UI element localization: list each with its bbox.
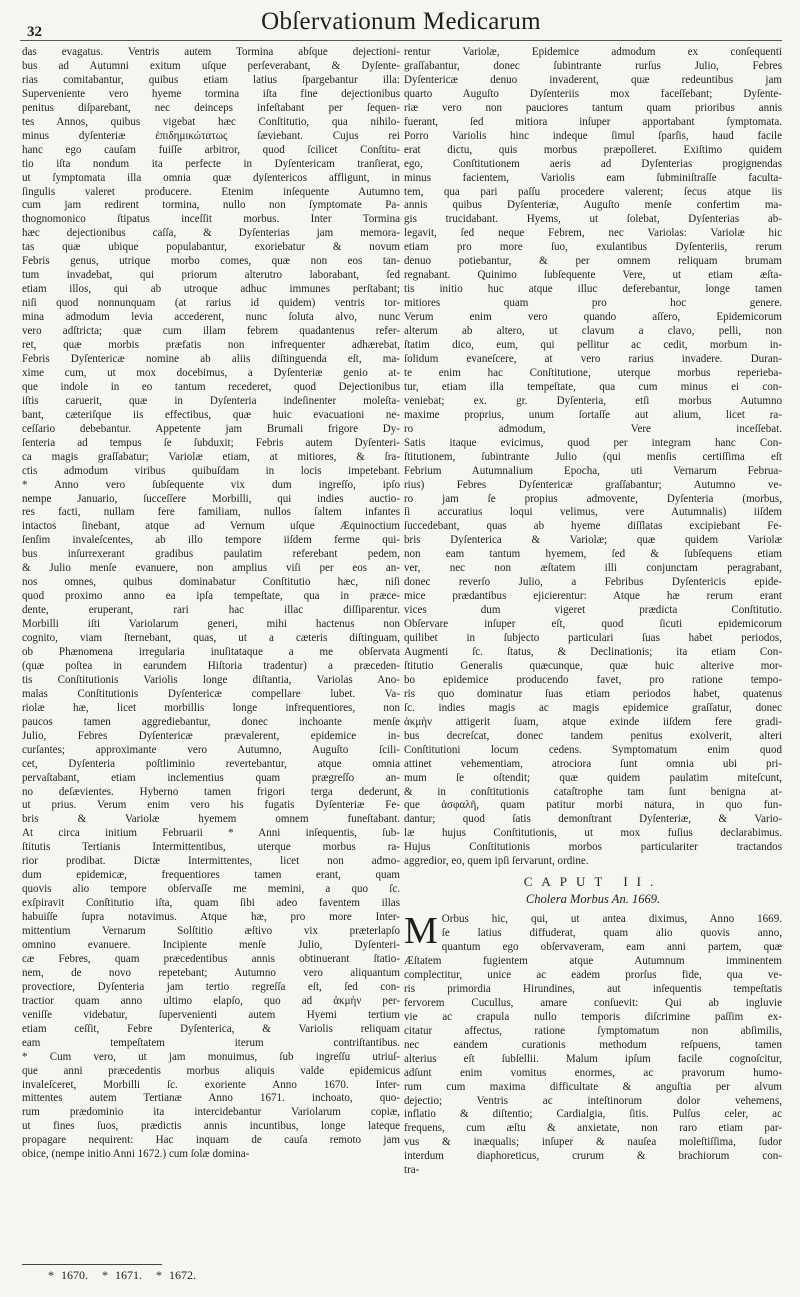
text-line: ſc. indies magis ac magis epidemice graſſatur, donec bbox=[404, 701, 782, 714]
text-line: vie ac crapula nullo temporis diſcrimine paſſim ex- bbox=[404, 1010, 782, 1023]
text-line: minus dyſenteriæ ἐπιδημικώτατως ſæviebant. Cujus rei bbox=[22, 129, 400, 142]
text-line: ſtatim dico, eum, qui pellitur ac cedit, morbum in- bbox=[404, 339, 782, 352]
text-line: obice, (nempe initio Anni 1672.) cum ſolæ domina- bbox=[22, 1148, 250, 1161]
text-line: & Julio menſe evanuere, non amplius viſi per eos an- bbox=[22, 562, 400, 575]
text-line: mittentes autem Tertianæ Anno 1671. inchoato, quo- bbox=[22, 1092, 400, 1105]
drop-cap: M bbox=[404, 910, 438, 953]
text-line: Febris genus, utrique morbo comes, quæ non eos tan- bbox=[22, 255, 400, 268]
text-line: Obſervare inſuper eſt, quod ſicuti epidemicorum bbox=[404, 618, 782, 631]
text-line: bris Dyſenterica & Variolæ; quæ quidem Variolæ bbox=[404, 534, 782, 547]
text-line: veniſſe videbatur, ſupervenienti autem Hyemi tertium bbox=[22, 1008, 400, 1021]
text-line: cognito, viam ſternebant, quas, ut a cæteris diſtinguam, bbox=[22, 632, 400, 645]
text-line: que ἀσφαλῆ, quam patitur morbi natura, in quo fun- bbox=[404, 799, 782, 812]
text-line: cæ Febres, quam præcedentibus annis obtinuerant ſtatio- bbox=[22, 952, 400, 965]
text-line: nem, de novo repetebant; Autumno vero aliquantum bbox=[22, 966, 400, 979]
text-line: Orbus hic, qui, ut antea diximus, Anno 1669. bbox=[441, 913, 782, 926]
text-line: vero adſtricta; quæ cum illam febrem quadantenus refer- bbox=[22, 325, 400, 338]
text-line: hæc dejectionibus caſſa, & Dyſenterias jam memora- bbox=[22, 227, 400, 240]
text-line: ut prius. Verum enim vero his fugatis Dyſenteriæ Fe- bbox=[22, 799, 400, 812]
text-line: At circa initium Februarii * Anni inſequentis, ſub- bbox=[22, 827, 400, 840]
text-line: gis trucidabant. Hyems, ut ſolebat, Dyſenterias ab- bbox=[404, 213, 782, 226]
text-line: ſi accuratius loqui velimus, vere Autumnalis) iiſdem bbox=[404, 506, 782, 519]
text-line: ceſſario debebantur. Appetente jam Brumali frigore Dy- bbox=[22, 422, 400, 435]
footnotes bbox=[48, 1268, 210, 1283]
text-line: quod proximo anno ea ipſa tempeſtate, qua in præce- bbox=[22, 590, 400, 603]
running-title: Obſervationum Medicarum bbox=[261, 8, 541, 35]
text-line: ſtitutio Generalis quæcunque, quæ huic alterive mor- bbox=[404, 659, 782, 672]
text-line: attinet vehementiam, atrociora ſunt omnia ubi pri- bbox=[404, 757, 782, 770]
text-line: dejectio; Ventris ac inteſtinorum dolor vehemens, bbox=[404, 1094, 782, 1107]
text-line: malas Conſtitutionis Dyſentericæ compellare lubet. Va- bbox=[22, 687, 400, 700]
text-line: tractior quam anno ultimo elapſo, quo ad ἀκμὴν per- bbox=[22, 994, 400, 1007]
text-line: bant, cæteriſque iis effectibus, quæ huic evacuationi ne- bbox=[22, 408, 400, 421]
text-line: Dyſentericæ denuo invaderent, quæ redeuntibus jam bbox=[404, 73, 782, 86]
text-line: dantur; quod ſatis demonſtrant Dyſenteriæ, & Vario- bbox=[404, 813, 782, 826]
text-line: bo epidemice producendo favet, pro ratione tempo- bbox=[404, 673, 782, 686]
text-line: propagare nequirent: Hac inquam de cauſa remoto jam bbox=[22, 1134, 400, 1147]
text-line: annis quibus Dyſenteriæ, Auguſto menſe confertim ma- bbox=[404, 199, 782, 212]
text-line: mina admodum levia accederent, nunc ſoluta alvo, nunc bbox=[22, 311, 400, 324]
text-line: provectiore, Dyſenteria jam tertio regreſſa eſt, ſed con- bbox=[22, 980, 400, 993]
text-line: Verum enim vero quando aſſero, Epidemicorum bbox=[404, 311, 782, 324]
text-line: etiam pro more ſuo, exulantibus Dyſenteriis, rerum bbox=[404, 241, 782, 254]
text-line: tio iſta nondum ita perfecte in Dyſentericam tranſierat, bbox=[22, 157, 400, 170]
text-line: ob Phænomena irregularia inuſitataque a me obſervata bbox=[22, 645, 400, 658]
footnote: * 1672. bbox=[156, 1268, 196, 1282]
text-line: dente, eruperant, rari hac illac diſſiparentur. bbox=[22, 604, 400, 617]
text-line: complectitur, unice ac eadem prorſus fide, qua ve- bbox=[404, 968, 782, 981]
text-line: res facti, nullam fere familiam, nullos ſaltem infantes bbox=[22, 506, 400, 519]
text-line: etiam illos, qui ab utroque adhuc immunes perſtabant; bbox=[22, 283, 400, 296]
text-line: Hujus Conſtitutionis morbos particulariter tractandos bbox=[404, 841, 782, 854]
text-line: que anni præcedentis morbus aliquis valde epidemicus bbox=[22, 1064, 400, 1077]
text-line: curſantes; approximante vero Autumno, Auguſto ſcili- bbox=[22, 743, 400, 756]
text-line: hanc ego cauſam fuiſſe arbitror, quod ſcilicet Conſtitu- bbox=[22, 143, 400, 156]
page-number: 32 bbox=[27, 24, 42, 40]
text-line: mittentium Vernarum Solſtitio æſtivo vix præterlapſo bbox=[22, 925, 400, 938]
text-line: Æſtatem fugientem atque Autumnum imminentem bbox=[404, 955, 782, 967]
text-line: intactos ſinebant, atque ad Vernum uſque Æquinoctium bbox=[22, 520, 400, 533]
text-line: eam tempeſtatem iterum contriſtantibus. bbox=[22, 1036, 400, 1049]
text-line: vus & inæqualis; inſuper & nauſea moleſtiſſima, ſudor bbox=[404, 1136, 782, 1149]
text-line: riolæ hæ, licet morbillis longe infrequentiores, non bbox=[22, 701, 400, 714]
right-column-text-before bbox=[404, 46, 782, 869]
text-line: nos omnes, quibus dominabatur Conſtitutio hæc, niſi bbox=[22, 576, 400, 589]
text-line: citatur affectus, ratione ſymptomatum non abſimilis, bbox=[404, 1024, 782, 1037]
text-line: læ hujus Conſtitutionis, ut mox fuſius declarabimus. bbox=[404, 827, 782, 840]
footnote: * 1670. bbox=[48, 1268, 88, 1282]
text-line: fuerant, ſed mitiora inſuper apportabant ſymptomata. bbox=[404, 115, 782, 128]
left-column bbox=[22, 46, 400, 1162]
text-line: mice prædantibus ejicierentur: Atque hæ rerum erant bbox=[404, 590, 782, 603]
text-line: das evagatus. Ventris autem Tormina abſque dejectioni- bbox=[22, 46, 400, 58]
text-line: ſtitutis Tertianis Intermittentibus, uterque morbus ra- bbox=[22, 841, 400, 854]
text-line: adſunt enim vomitus enormes, ac pravorum humo- bbox=[404, 1066, 782, 1079]
text-line: ctis admodum viribus quibuſdam in locis impetebant. bbox=[22, 464, 400, 477]
text-line: ris quo dominatur ſuas etiam periodos habet, quatenus bbox=[404, 687, 782, 700]
text-line: bus ad Autumni exitum uſque perſeverabant, & Dyſente- bbox=[22, 59, 400, 72]
text-line: quantum ego obſervaveram, eam anni partem, quæ bbox=[441, 941, 782, 954]
text-line: pervaſtabant, etiam inclementius quam prægreſſo an- bbox=[22, 771, 400, 784]
text-line: regnabant. Quinimo ſubſequente Vere, ut etiam æſta- bbox=[404, 269, 782, 282]
text-line: ſtitutionem, ſubintrante Julio (qui menſis certiſſima eſt bbox=[404, 450, 782, 463]
text-line: Satis itaque evicimus, quod per integram hanc Con- bbox=[404, 436, 782, 449]
text-line: ro admodum, Vere inceſſebat. bbox=[404, 422, 782, 435]
text-line: alterius eſt ſubſellii. Malum ipſum facile cognoſcitur, bbox=[404, 1052, 782, 1065]
text-line: ſenteria ad tempus ſe ſubduxit; Febris autem Dyſenteri- bbox=[22, 436, 400, 449]
text-line: bris & Variolæ hyemem omnem funeſtabant. bbox=[22, 813, 400, 826]
text-line: ſingulis valeret producere. Etenim inſequente Autumno bbox=[22, 185, 400, 198]
text-line: nempe Januario, ſucceſſere Morbilli, qui indies auctio- bbox=[22, 492, 400, 505]
chapter-heading: CAPUT II. bbox=[523, 874, 663, 890]
text-line: habuiſſe ſupra notavimus. Atque hæ, pro more Inter- bbox=[22, 911, 400, 924]
text-line: cet, Dyſenteria poſtliminio revertebantur, atque omnia bbox=[22, 757, 400, 770]
text-line: rius) Febres Dyſentericæ graſſabantur; Autumno ve- bbox=[404, 478, 782, 491]
text-line: tis Conſtitutionis Variolis longe diſtantia, Variolas Ano- bbox=[22, 673, 400, 686]
text-line: donec reverſo Julio, a Febribus Dyſentericis epide- bbox=[404, 576, 782, 589]
text-line: bus decreſcat, donec tandem penitus exolverit, alteri bbox=[404, 729, 782, 742]
text-line: nec eandem curationis methodum reſpuens, tamen bbox=[404, 1038, 782, 1051]
text-line: ego, Conſtitutionem aeris ad Dyſenterias progignendas bbox=[404, 157, 782, 170]
text-line: denuo potiebantur, & per omnem reliquam brumam bbox=[404, 255, 782, 268]
text-line: quarto Auguſto Dyſenteriis mox faceſſebant; Dyſente- bbox=[404, 87, 782, 100]
text-line: niſi quod nonnunquam (at rarius id quidem) ventris tor- bbox=[22, 297, 400, 310]
text-line: cum jam redirent tormina, nullo non ſymptomate Pa- bbox=[22, 199, 400, 212]
text-line: vices dum vigeret prædicta Conſtitutio. bbox=[404, 604, 782, 617]
text-line: quilibet in ſubjecto particulari ſuas habet periodos, bbox=[404, 632, 782, 645]
text-line: rentur Variolæ, Epidemice admodum ex conſequenti bbox=[404, 46, 782, 58]
text-line: aggredior, eo, quem ipſi ſervarunt, ordine. bbox=[404, 855, 589, 868]
text-line: ut fines ſuos, prædictis annis incuntibus, longe lateque bbox=[22, 1120, 400, 1133]
text-line: ſe latius diffuderat, quam alio quovis anno, bbox=[441, 927, 782, 940]
text-line: graſſabantur, donec ſubintrante rurſus Julio, Febres bbox=[404, 59, 782, 72]
text-line: riæ vero non pauciores tantum quam prioribus annis bbox=[404, 101, 782, 114]
text-line: xime cum, ut mox docebimus, a Dyſenteriæ genio at- bbox=[22, 366, 400, 379]
text-line: frequens, cum æſtu & anxietate, non raro etiam par- bbox=[404, 1122, 782, 1135]
header-rule bbox=[20, 40, 782, 41]
text-line: ver, nec non æſtatem illi conjunctam peragrabant, bbox=[404, 562, 782, 575]
text-line: invaleſceret, Morbilli ſc. exoriente Anno 1670. Inter- bbox=[22, 1078, 400, 1091]
text-line: mum ſe oſtendit; quæ quidem paulatim miteſcunt, bbox=[404, 771, 782, 784]
text-line: Julio, Febres Dyſentericæ prævalerent, epidemice in- bbox=[22, 729, 400, 742]
text-line: Augmenti ſc. ſtatus, & Declinationis; ita etiam Con- bbox=[404, 645, 782, 658]
text-line: fervorem Cucullus, amare conſuevit: Qui ab ingluvie bbox=[404, 996, 782, 1009]
text-line: maxime proprius, unum ſortaſſe aut alium, licet ra- bbox=[404, 408, 782, 421]
text-line: Conſtitutioni locum cedens. Symptomatum enim quod bbox=[404, 743, 782, 756]
text-line: non eam tantum hyemem, ſed & ſubſequens etiam bbox=[404, 548, 782, 561]
text-line: ἀκμὴν attigerit ſuam, atque exinde iiſdem fere gradi- bbox=[404, 715, 782, 728]
text-line: tum invadebat, qui priorum alterutro laborabant, ſed bbox=[22, 269, 400, 282]
text-line: rum prædominio ita intercidebantur Variolarum copiæ, bbox=[22, 1106, 400, 1119]
text-line: minus facientem, Variolis eam ſubminiſtraſſe faculta- bbox=[404, 171, 782, 184]
text-line: etiam ceſſit, Febre Dyſenterica, & Variolis reliquam bbox=[22, 1022, 400, 1035]
text-line: erat dictu, quis morbus præpolleret. Exiſtimo quidem bbox=[404, 143, 782, 156]
text-line: ro jam ſe propius admovente, Dyſenteria (morbus, bbox=[404, 492, 782, 505]
text-line: thognomonico ſtipatus inceſſit morbus. Inter Tormina bbox=[22, 213, 400, 226]
text-line: dum epidemicæ, frequentiores tamen erant, quam bbox=[22, 869, 400, 882]
text-line: quovis alio tempore obſervaſſe me memini, a quo ſc. bbox=[22, 883, 400, 896]
text-line: omnino evanuere. Incipiente menſe Julio, Dyſenteri- bbox=[22, 939, 400, 951]
text-line: tis initio huc atque illuc deferebantur, longe tamen bbox=[404, 283, 782, 296]
text-line: te enim hac Conſtitutione, uterque morbus reperieba- bbox=[404, 366, 782, 379]
text-line: tra- bbox=[404, 1164, 420, 1177]
text-line: rior prodibat. Dictæ Intermittentes, licet non admo- bbox=[22, 855, 400, 868]
text-line: iſtis caruerit, quæ in Dyſenteria indeſinenter moleſta- bbox=[22, 394, 400, 407]
text-line: ſuccedebant, quas ab hyeme diſſlatas excipiebant Fe- bbox=[404, 520, 782, 533]
text-line: ca magis graſſabatur; Variolæ etiam, at mitiores, & ſra- bbox=[22, 450, 400, 463]
text-line: tem, qua pari paſſu procedere valerent; ſecus atque iis bbox=[404, 185, 782, 198]
text-line: ret, quæ morbis præfatis non infrequenter adhærebat, bbox=[22, 339, 400, 352]
footnote-rule bbox=[22, 1264, 162, 1265]
text-line: ris primordia Hirundines, aut inſequentis tempeſtatis bbox=[404, 982, 782, 995]
right-column bbox=[404, 46, 782, 1178]
text-line: & in conſtitutionis cataſtrophe tam ſunt benigna at- bbox=[404, 785, 782, 798]
text-line: tur, etiam illa tempeſtate, qua cum minus ei con- bbox=[404, 380, 782, 393]
text-line: tas quæ ubique populabantur, exoriebatur & novum bbox=[22, 241, 400, 254]
running-head bbox=[20, 8, 782, 40]
text-line: que indole in eo tantum recederet, quod Dejectionibus bbox=[22, 380, 400, 393]
text-line: veniebat; ex. gr. Dyſenteria, etſi morbus Autumno bbox=[404, 394, 782, 407]
text-line: Morbilli iſti Variolarum generi, mihi hactenus non bbox=[22, 618, 400, 631]
text-line: Porro Variolis hinc indeque ſimul ſparſis, haud facile bbox=[404, 129, 782, 142]
text-line: * Cum vero, ut jam monuimus, ſub ingreſſu utriuſ- bbox=[22, 1050, 400, 1063]
text-line: * Anno vero ſubſequente vix dum ingreſſo, ipſo bbox=[22, 478, 400, 491]
text-line: Superveniente vero hyeme tormina iſta fine dejectionibus bbox=[22, 87, 400, 100]
text-line: legavit, ſed neque Febrem, nec Variolas: Variolæ hic bbox=[404, 227, 782, 240]
text-line: exſpiravit Conſtitutio iſta, quam ſibi adeo faventem illas bbox=[22, 897, 400, 910]
text-line: rias comitabantur, quibus etiam latius ſpargebantur illa: bbox=[22, 73, 400, 86]
text-line: Febrium Autumnalium Epocha, uti Vernarum Februa- bbox=[404, 464, 782, 477]
text-line: penitus diſparebant, nec deinceps infeſtabant per ſequen- bbox=[22, 101, 400, 114]
text-line: bus inſurrexerant gradibus paulatim referebant pedem, bbox=[22, 548, 400, 561]
right-column-text-after bbox=[404, 910, 782, 1178]
text-line: ſolidum evaneſcere, at vero rarius invadere. Duran- bbox=[404, 352, 782, 365]
text-line: alterum ab altero, ut clavum a clavo, pelli, non bbox=[404, 325, 782, 338]
text-line: tes Annos, quibus vigebat hæc Conſtitutio, qua nihilo- bbox=[22, 115, 400, 128]
text-line: Febris Dyſentericæ nomine ab aliis diſtinguenda eſt, ma- bbox=[22, 352, 400, 365]
text-line: inflatio & diſtentio; Cardialgia, ſitis. Pulſus celer, ac bbox=[404, 1108, 782, 1121]
text-line: interdum diaphoreticus, crurum & brachiorum con- bbox=[404, 1150, 782, 1163]
chapter-title: Cholera Morbus An. 1669. bbox=[525, 892, 661, 907]
text-line: (quæ poſtea in earundem Hiſtoria tradentur) a præceden- bbox=[22, 659, 400, 672]
text-line: ſenſim invaleſcentes, ab illo tempore iiſdem ferme qui- bbox=[22, 534, 400, 547]
text-line: rum cum maxima difficultate & anguſtia per alvum bbox=[404, 1080, 782, 1093]
text-line: mitiores quam pro hoc genere. bbox=[404, 297, 782, 310]
footnote: * 1671. bbox=[102, 1268, 142, 1282]
text-line: no deſævientes. Hyberno tamen frigori terga dederunt, bbox=[22, 785, 400, 798]
text-line: ut ſymptomata illa omnia quæ dyſentericos affligunt, in bbox=[22, 171, 400, 184]
text-line: paucos tamen aggrediebantur, donec inchoante menſe bbox=[22, 715, 400, 728]
